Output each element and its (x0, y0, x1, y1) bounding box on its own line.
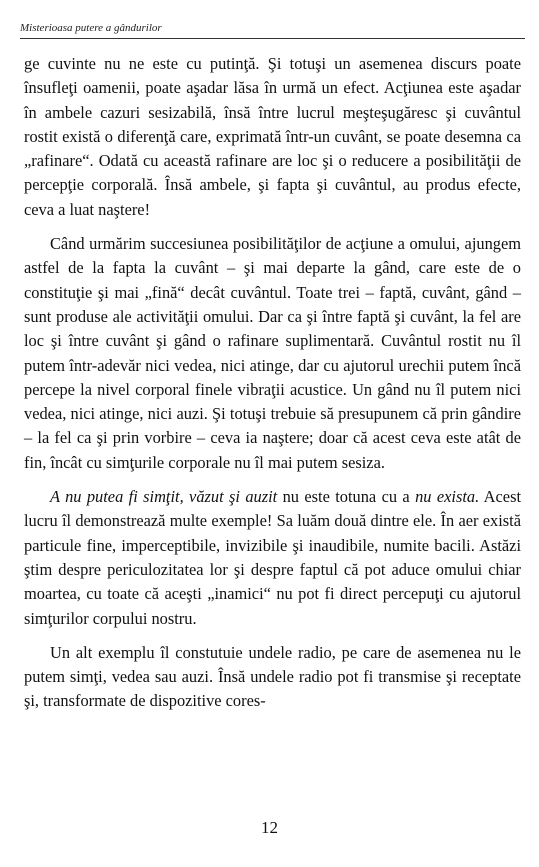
paragraph-3 (24, 485, 521, 631)
paragraph-4: Un alt exemplu îl constutuie undele radio, pe care de asemenea nu le putem simţi, vedea sau auzi. Însă undele radio pot fi transmise şi receptate şi, transformate de dispozitive cores- (24, 642, 521, 711)
paragraph-2: Când urmărim succesiunea posibilităţilor de acţiune a omului, ajungem astfel de la fapta la cuvânt – şi mai departe la gând, care este de o constituţie şi mai „fină“ decât cuvântul. Toate trei – faptă, cuvânt, gând – sunt produse ale activităţii omului. Dar ca şi între faptă şi cuvânt, la fel are loc şi între cuvânt şi gând o rafinare suplimentară. Cuvântul rostit nu îl putem într-adevăr nici vedea, nici atinge, dar cu ajutorul urechii putem încă percepe la nivel corporal finele vibraţii acustice. Un gând nu îl putem nici vedea, nici atinge, nici auzi. Şi totuşi trebuie să presupunem că prin gândire – la fel ca şi prin vorbire – ceva ia naştere; doar că acest ceva este atât de fin, încât cu simţurile corporale nu îl mai putem sesiza. (24, 234, 521, 472)
paragraph-1: ge cuvinte nu ne este cu putinţă. Şi totuşi un asemenea discurs poate însufleţi oamenii, poate aşadar lăsa în urmă un efect. Acţiunea este aşadar în ambele cazuri sesizabilă, însă între lucrul meşteşugăresc şi cuvântul rostit există o diferenţă care, exprimată într-un cuvânt, se poate desemna ca „rafinare“. Odată cu această rafinare are loc şi o reducere a posibilităţii de percepţie corporală. Însă ambele, şi fapta şi cuvântul, au produs efecte, ceva a luat naştere! (24, 54, 521, 219)
paragraph-3-mid: nu este totuna cu a (277, 487, 416, 507)
italic-mid: nu exista. (415, 487, 480, 507)
header-rule (20, 38, 525, 39)
running-header (20, 22, 529, 39)
page-body (24, 52, 521, 714)
paragraph-3-rest: Acest lucru îl demonstrează multe exemple! Sa luăm două dintre ele. În aer există particule fine, imperceptibile, invizibile şi inaudibile, numite bacili. Astăzi ştim despre periculozitatea lor şi despre faptul că pot aduce omului chiar moartea, cu toate că aceşti „inamici“ nu pot fi direct percepuţi cu ajutorul simţurilor corpului nostru. (24, 487, 521, 628)
header-title: Misterioasa putere a gândurilor (20, 22, 162, 34)
italic-lead: A nu putea fi simţit, văzut şi auzit (50, 487, 278, 507)
page-number: 12 (261, 818, 278, 837)
